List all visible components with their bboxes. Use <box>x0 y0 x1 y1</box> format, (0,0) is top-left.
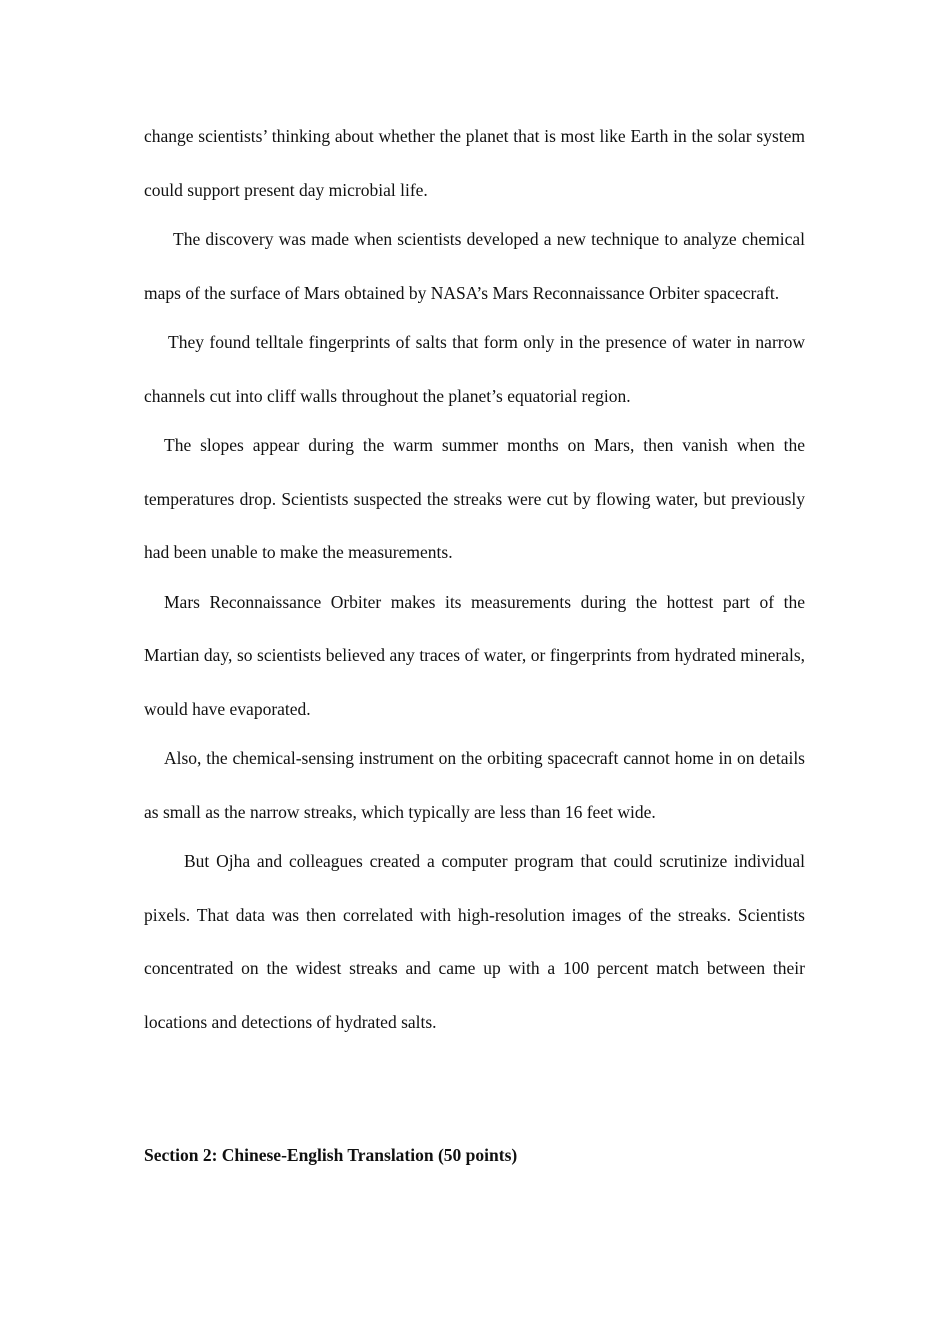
paragraph-6: Also, the chemical-sensing instrument on the orbiting spacecraft cannot home in on details as small as the narrow streaks, which typically are less than 16 feet wide. <box>144 748 805 822</box>
paragraph-4: The slopes appear during the warm summer months on Mars, then vanish when the temperatures drop. Scientists suspected the streaks were cut by flowing water, but previously had been unable to make the measurements. <box>144 435 805 562</box>
paragraph-2: The discovery was made when scientists developed a new technique to analyze chemical maps of the surface of Mars obtained by NASA’s Mars Reconnaissance Orbiter spacecraft. <box>144 229 805 303</box>
paragraph-5: Mars Reconnaissance Orbiter makes its measurements during the hottest part of the Martian day, so scientists believed any traces of water, or fingerprints from hydrated minerals, would have evaporated. <box>144 591 805 719</box>
section-heading: Section 2: Chinese-English Translation (50 points) <box>144 1145 518 1165</box>
passage-text <box>144 110 805 1045</box>
paragraph-3: They found telltale fingerprints of salts that form only in the presence of water in narrow channels cut into cliff walls throughout the planet’s equatorial region. <box>144 332 805 406</box>
paragraph-7: But Ojha and colleagues created a computer program that could scrutinize individual pixels. That data was then correlated with high-resolution images of the streaks. Scientists concentrated on the widest streaks and came up with a 100 percent match between their locations and detections of hydrated salts. <box>144 851 805 1032</box>
paragraph-1: change scientists’ thinking about whether the planet that is most like Earth in the solar system could support present day microbial life. <box>144 126 805 200</box>
